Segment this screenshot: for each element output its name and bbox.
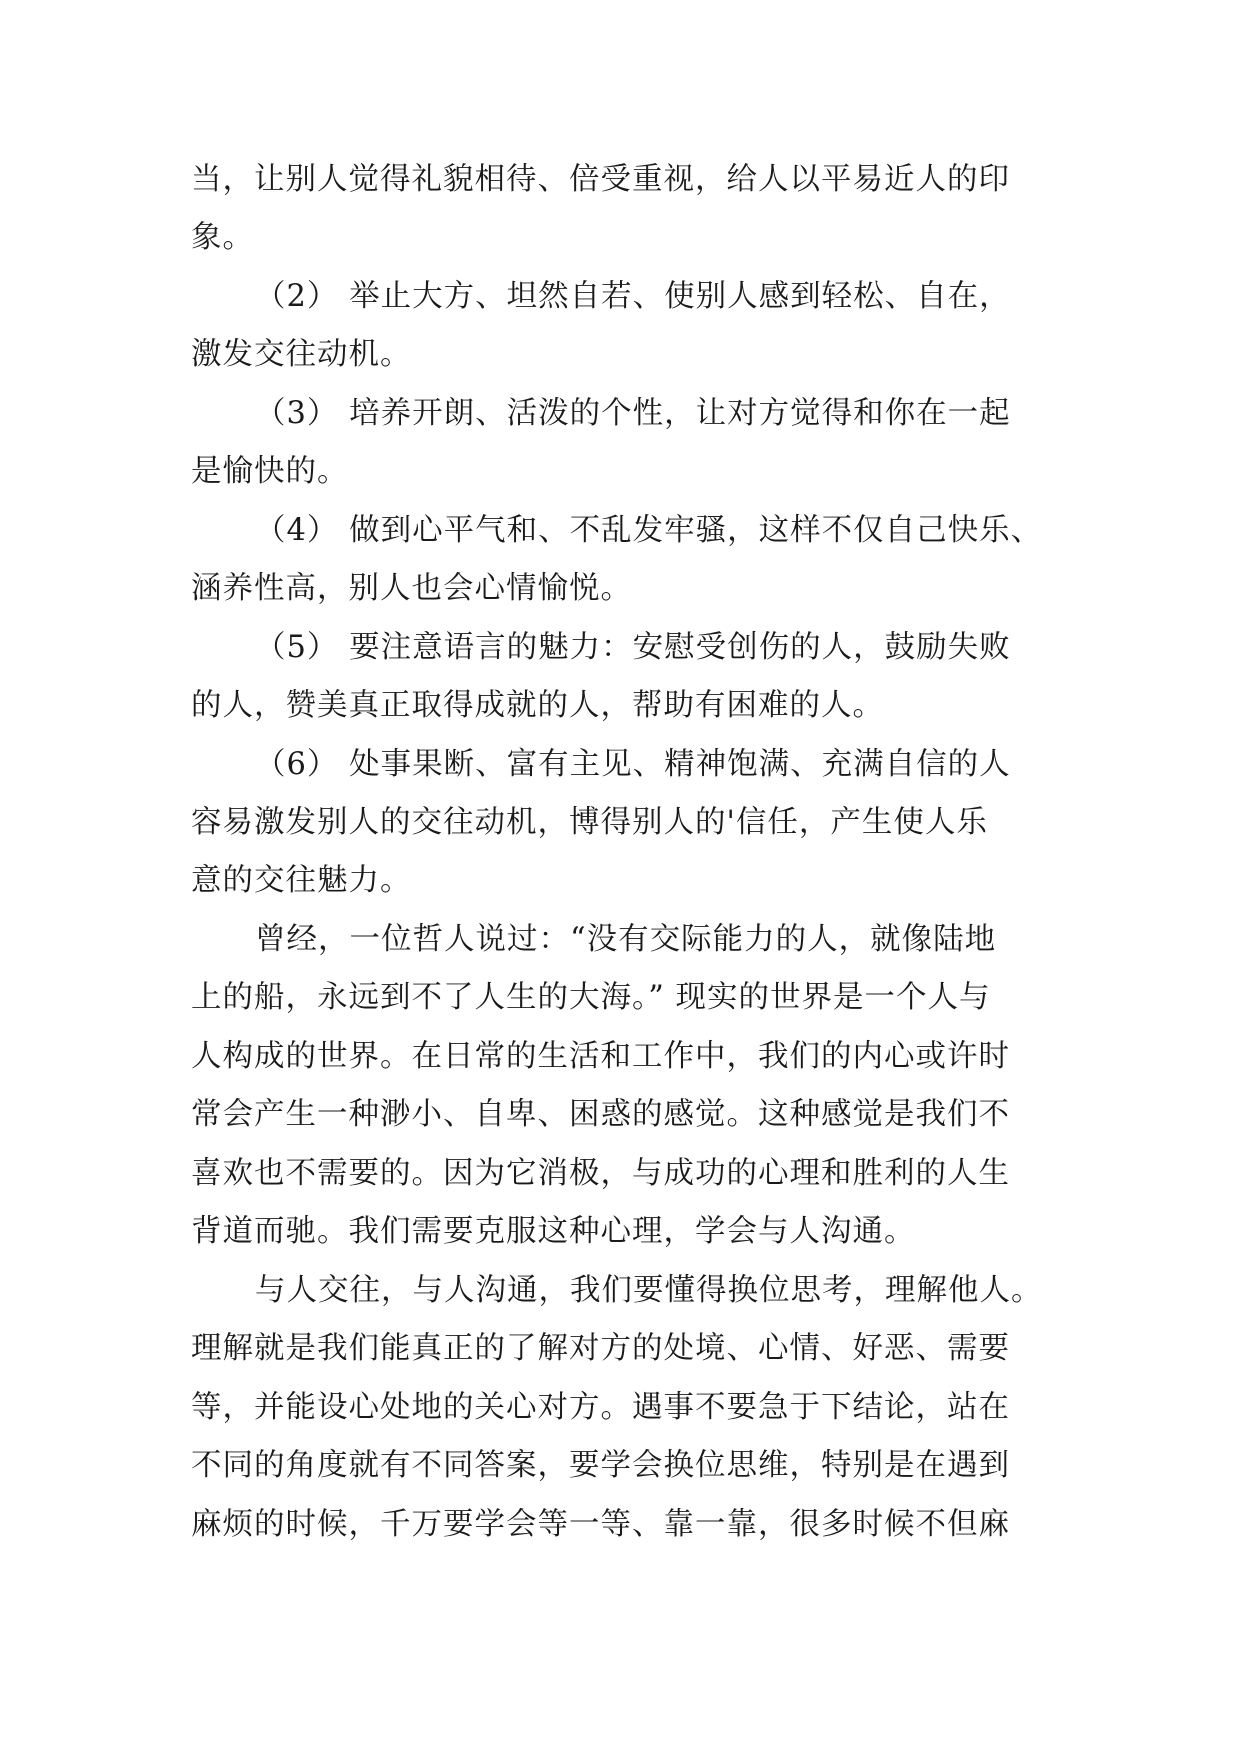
text-line: 人构成的世界。在日常的生活和工作中，我们的内心或许时	[191, 1039, 1010, 1074]
text-line: 当，让别人觉得礼貌相待、倍受重视，给人以平易近人的印	[191, 162, 1010, 197]
paragraph-start: 曾经，一位哲人说过：“没有交际能力的人，就像陆地	[255, 922, 997, 957]
text-line: 象。	[191, 220, 254, 255]
list-item-text: （3） 培养开朗、活泼的个性，让对方觉得和你在一起	[255, 396, 1011, 431]
text-line: 不同的角度就有不同答案，要学会换位思维，特别是在遇到	[191, 1448, 1010, 1483]
text-line: 激发交往动机。	[191, 337, 412, 372]
list-item-text: （6） 处事果断、富有主见、精神饱满、充满自信的人	[255, 747, 1011, 782]
list-item-text: （4） 做到心平气和、不乱发牢骚，这样不仅自己快乐、	[255, 513, 1043, 548]
text-line: 意的交往魅力。	[191, 863, 412, 898]
list-item-text: （2） 举止大方、坦然自若、使别人感到轻松、自在，	[255, 279, 1011, 314]
text-line: 理解就是我们能真正的了解对方的处境、心情、好恶、需要	[191, 1331, 1010, 1366]
text-line: 容易激发别人的交往动机，博得别人的'信任，产生使人乐	[191, 805, 988, 840]
text-line: 常会产生一种渺小、自卑、困惑的感觉。这种感觉是我们不	[191, 1097, 1010, 1132]
text-line: 等，并能设心处地的关心对方。遇事不要急于下结论，站在	[191, 1390, 1010, 1425]
list-item-text: （5） 要注意语言的魅力：安慰受创伤的人，鼓励失败	[255, 630, 1011, 665]
text-line: 麻烦的时候，千万要学会等一等、靠一靠，很多时候不但麻	[191, 1507, 1010, 1542]
text-line: 是愉快的。	[191, 454, 349, 489]
text-line: 上的船，永远到不了人生的大海。” 现实的世界是一个人与	[191, 980, 991, 1015]
text-line: 涵养性高，别人也会心情愉悦。	[191, 571, 632, 606]
text-line: 背道而驰。我们需要克服这种心理，学会与人沟通。	[191, 1214, 916, 1249]
text-line: 的人，赞美真正取得成就的人，帮助有困难的人。	[191, 688, 884, 723]
text-line: 喜欢也不需要的。因为它消极，与成功的心理和胜利的人生	[191, 1156, 1010, 1191]
paragraph-start: 与人交往，与人沟通，我们要懂得换位思考，理解他人。	[255, 1273, 1043, 1308]
